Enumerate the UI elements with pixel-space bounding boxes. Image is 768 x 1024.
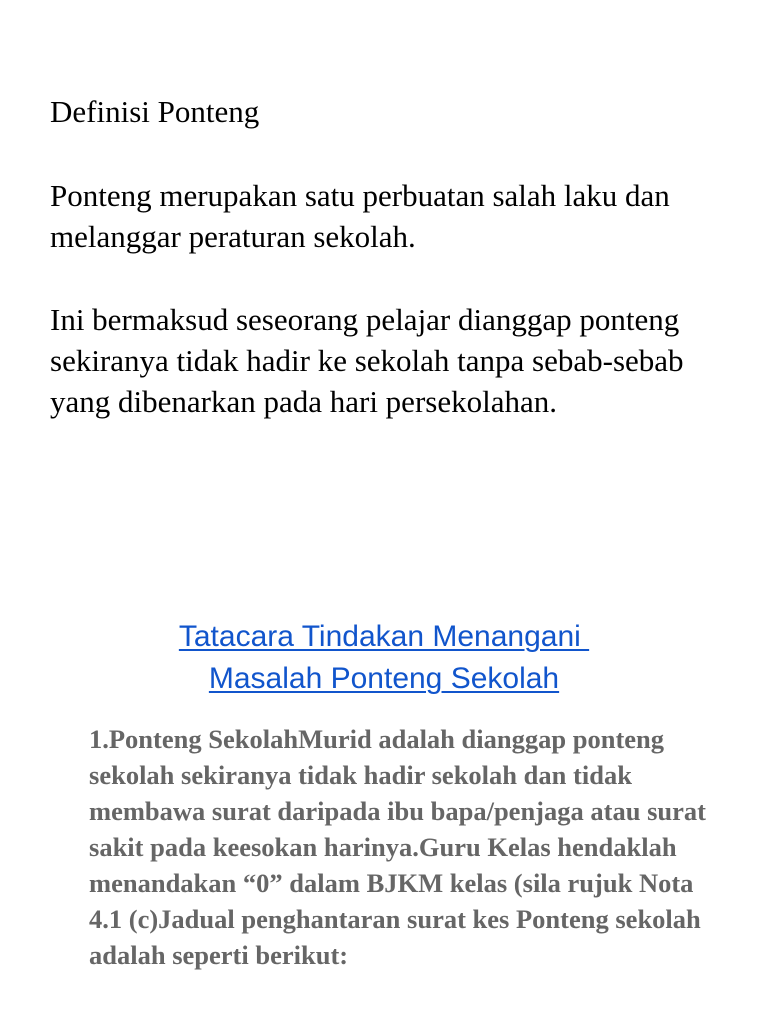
definition-paragraph-2: Ini bermaksud seseorang pelajar dianggap ponteng sekiranya tidak hadir ke sekolah tanpa sebab-sebab yang dibenarkan pada hari persekolahan. [50,302,684,419]
procedure-title-link[interactable] [0,616,768,700]
procedure-title-line-2: Masalah Ponteng Sekolah [208,662,560,695]
definition-heading: Definisi Ponteng [50,94,260,129]
procedure-body-text: 1.Ponteng SekolahMurid adalah dianggap ponteng sekolah sekiranya tidak hadir sekolah dan tidak membawa surat daripada ibu bapa/penjaga atau surat sakit pada keesokan harinya.Guru Kelas hendaklah menandakan “0” dalam BJKM kelas (sila rujuk Nota 4.1 (c)Jadual penghantaran surat kes Ponteng sekolah adalah seperti berikut: [89,724,706,970]
definition-paragraph-1: Ponteng merupakan satu perbuatan salah laku dan melanggar peraturan sekolah. [50,178,670,254]
procedure-title-line-1: Tatacara Tindakan Menangani [178,620,590,653]
